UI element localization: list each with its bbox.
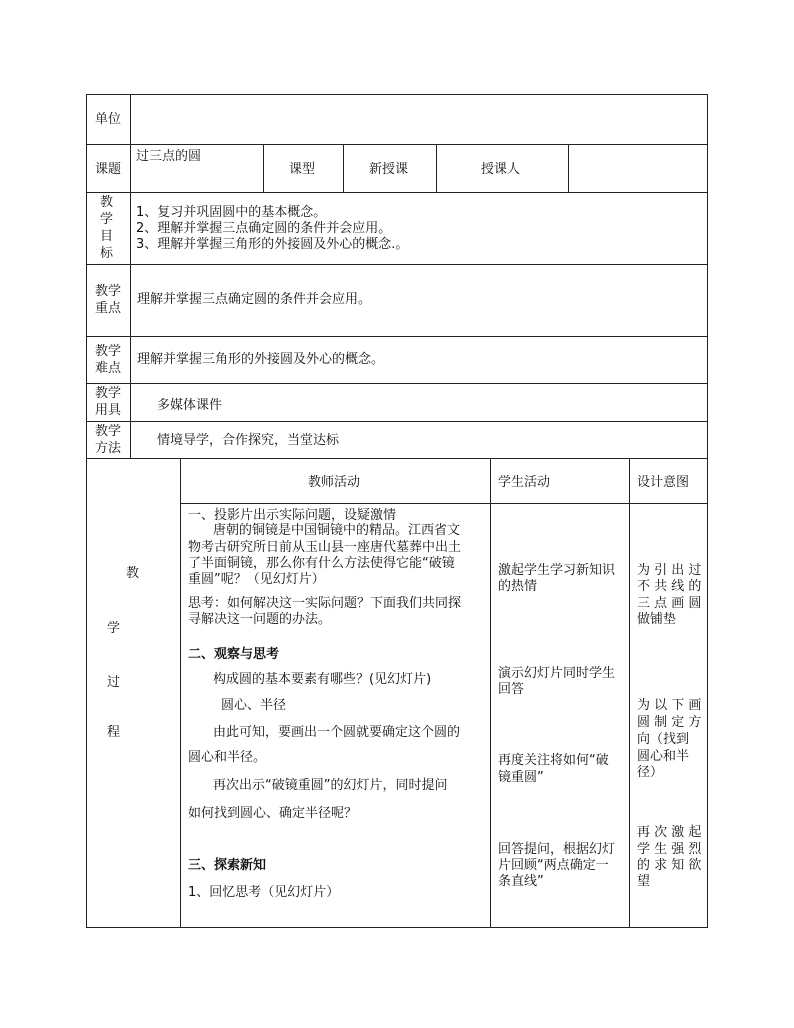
col-header-teacher: 教师活动 <box>308 475 361 490</box>
objective-item: 1、复习并巩固圆中的基本概念。 <box>136 205 327 220</box>
row-divider <box>86 264 708 265</box>
student-line: 的热情 <box>498 579 538 594</box>
design-line: 为 引 出 过 <box>637 563 702 578</box>
paragraph-line: 思考：如何解决这一实际问题？下面我们共同探 <box>188 596 462 611</box>
methods-label: 教学 <box>95 424 122 439</box>
student-line: 镜重圆” <box>498 770 544 785</box>
process-col-divider <box>490 458 491 928</box>
section-title: 二、观察与思考 <box>188 647 280 662</box>
paragraph-line: 再次出示“破镜重圆”的幻灯片，同时提问 <box>213 778 448 793</box>
difficulties-label: 教学 <box>95 344 122 359</box>
row-divider <box>86 336 708 337</box>
tools-value: 多媒体课件 <box>157 398 223 413</box>
key-points-value: 理解并掌握三点确定圆的条件并会应用。 <box>137 292 372 307</box>
paragraph-line: 了半面铜镜，那么你有什么方法使得它能“破镜 <box>188 556 455 571</box>
table-border-left <box>86 94 87 928</box>
teacher-label: 授课人 <box>481 162 521 177</box>
paragraph-line: 1、回忆思考（见幻灯片） <box>188 885 340 900</box>
paragraph-line: 寻解决这一问题的办法。 <box>188 612 332 627</box>
paragraph-line: 由此可知，要画出一个圆就要确定这个圆的 <box>213 725 461 740</box>
methods-value: 情境导学，合作探究，当堂达标 <box>157 433 340 448</box>
label-col-divider <box>130 94 131 458</box>
tools-label: 教学 <box>95 386 122 401</box>
row-divider <box>86 421 708 422</box>
process-col-divider <box>629 458 630 928</box>
lesson-plan-page: 单位 课题 过三点的圆 课型 新授课 授课人 教 学 目 标 1、复习并巩固圆中的基本概念。 2、理解并掌握三点确定圆的条件并会应用。 3、理解并掌握三角形的外接圆及外心的概念.。 教学 重点 理解并掌握三点确定圆的条件并会应用。 教学 难点 理解并掌握三角形的外接圆及外心的概念。 教学 用具 多媒体课件 教学 方法 情境导学，合作探究，当堂达标 教 学 过 程 教师活动 学生活动 设计意图 一、投影片出示实际问题，设疑激情 唐朝的铜镜是中国铜镜中的精品。江西省文 物考古研究所日前从玉山县一座唐代墓葬中出土 了半面铜镜，那么你有什么方法使得它能“破镜 重圆”呢？（见幻灯片） 思考：如何解决这一实际问题？下面我们共同探 寻解决这一问题的办法。 二、观察与思考 构成圆的基本要素有哪些？(见幻灯片) 圆心、半径 由此可知，要画出一个圆就要确定这个圆的 圆心和半径。 再次出示“破镜重圆”的幻灯片，同时提问 如何找到圆心、确定半径呢？ 三、探索新知 1、回忆思考（见幻灯片） 激起学生学习新知识 的热情 演示幻灯片同时学生 回答 再度关注将如何“破 镜重圆” 回答提问，根据幻灯 片回顾“两点确定一 条直线” 为 引 出 过 不 共 线 的 三 点 画 圆 做铺垫 为 以 下 画 圆 制 定 方 向（找到 圆心和半 径） 再 次 激 起 学 生 强 烈 的 求 知 欲 望 <box>0 0 794 1028</box>
design-line: 望 <box>637 874 651 889</box>
design-line: 向（找到 <box>637 732 690 747</box>
tools-label: 用具 <box>95 403 122 418</box>
paragraph-line: 构成圆的基本要素有哪些？(见幻灯片) <box>213 672 432 687</box>
key-points-label: 教学 <box>95 284 122 299</box>
student-line: 片回顾“两点确定一 <box>498 858 609 873</box>
design-line: 圆 制 定 方 <box>637 715 702 730</box>
student-line: 条直线” <box>498 874 544 889</box>
topic-col-divider <box>436 144 437 192</box>
design-line: 再 次 激 起 <box>637 825 702 840</box>
student-line: 回答 <box>498 682 525 697</box>
difficulties-value: 理解并掌握三角形的外接圆及外心的概念。 <box>137 352 385 367</box>
table-border-top <box>86 94 708 95</box>
paragraph-line: 圆心、半径 <box>221 698 287 713</box>
topic-col-divider <box>343 144 344 192</box>
difficulties-label: 难点 <box>95 361 122 376</box>
student-line: 激起学生学习新知识 <box>498 563 616 578</box>
paragraph-line: 重圆”呢？（见幻灯片） <box>188 572 325 587</box>
student-line: 回答提问，根据幻灯 <box>498 842 616 857</box>
objective-item: 3、理解并掌握三角形的外接圆及外心的概念.。 <box>136 237 409 252</box>
section-title: 三、探索新知 <box>188 858 267 873</box>
student-line: 再度关注将如何“破 <box>498 753 609 768</box>
table-border-right <box>707 94 708 928</box>
design-line: 三 点 画 圆 <box>637 596 702 611</box>
type-label: 课型 <box>289 162 316 177</box>
key-points-label: 重点 <box>95 301 122 316</box>
paragraph-line: 唐朝的铜镜是中国铜镜中的精品。江西省文 <box>213 523 461 538</box>
row-divider <box>86 192 708 193</box>
row-divider <box>86 144 708 145</box>
topic-label: 课题 <box>95 162 122 177</box>
design-line: 不 共 线 的 <box>637 579 702 594</box>
col-header-design: 设计意图 <box>637 475 690 490</box>
topic-col-divider <box>568 144 569 192</box>
paragraph-line: 物考古研究所日前从玉山县一座唐代墓葬中出土 <box>188 540 462 555</box>
methods-label: 方法 <box>95 441 122 456</box>
topic-col-divider <box>263 144 264 192</box>
design-line: 径） <box>637 765 664 780</box>
paragraph-line: 如何找到圆心、确定半径呢？ <box>188 806 358 821</box>
design-line: 做铺垫 <box>637 612 677 627</box>
row-divider <box>86 383 708 384</box>
design-line: 为 以 下 画 <box>637 698 702 713</box>
col-header-student: 学生活动 <box>498 475 551 490</box>
design-line: 学 生 强 烈 <box>637 842 702 857</box>
topic-value: 过三点的圆 <box>136 149 202 164</box>
objective-item: 2、理解并掌握三点确定圆的条件并会应用。 <box>136 221 392 236</box>
type-value: 新授课 <box>369 162 409 177</box>
design-line: 圆心和半 <box>637 749 690 764</box>
process-col-divider <box>180 458 181 928</box>
section-title: 一、投影片出示实际问题，设疑激情 <box>188 508 397 523</box>
student-line: 演示幻灯片同时学生 <box>498 666 616 681</box>
unit-label: 单位 <box>95 112 122 127</box>
design-line: 的 求 知 欲 <box>637 858 702 873</box>
paragraph-line: 圆心和半径。 <box>188 750 267 765</box>
